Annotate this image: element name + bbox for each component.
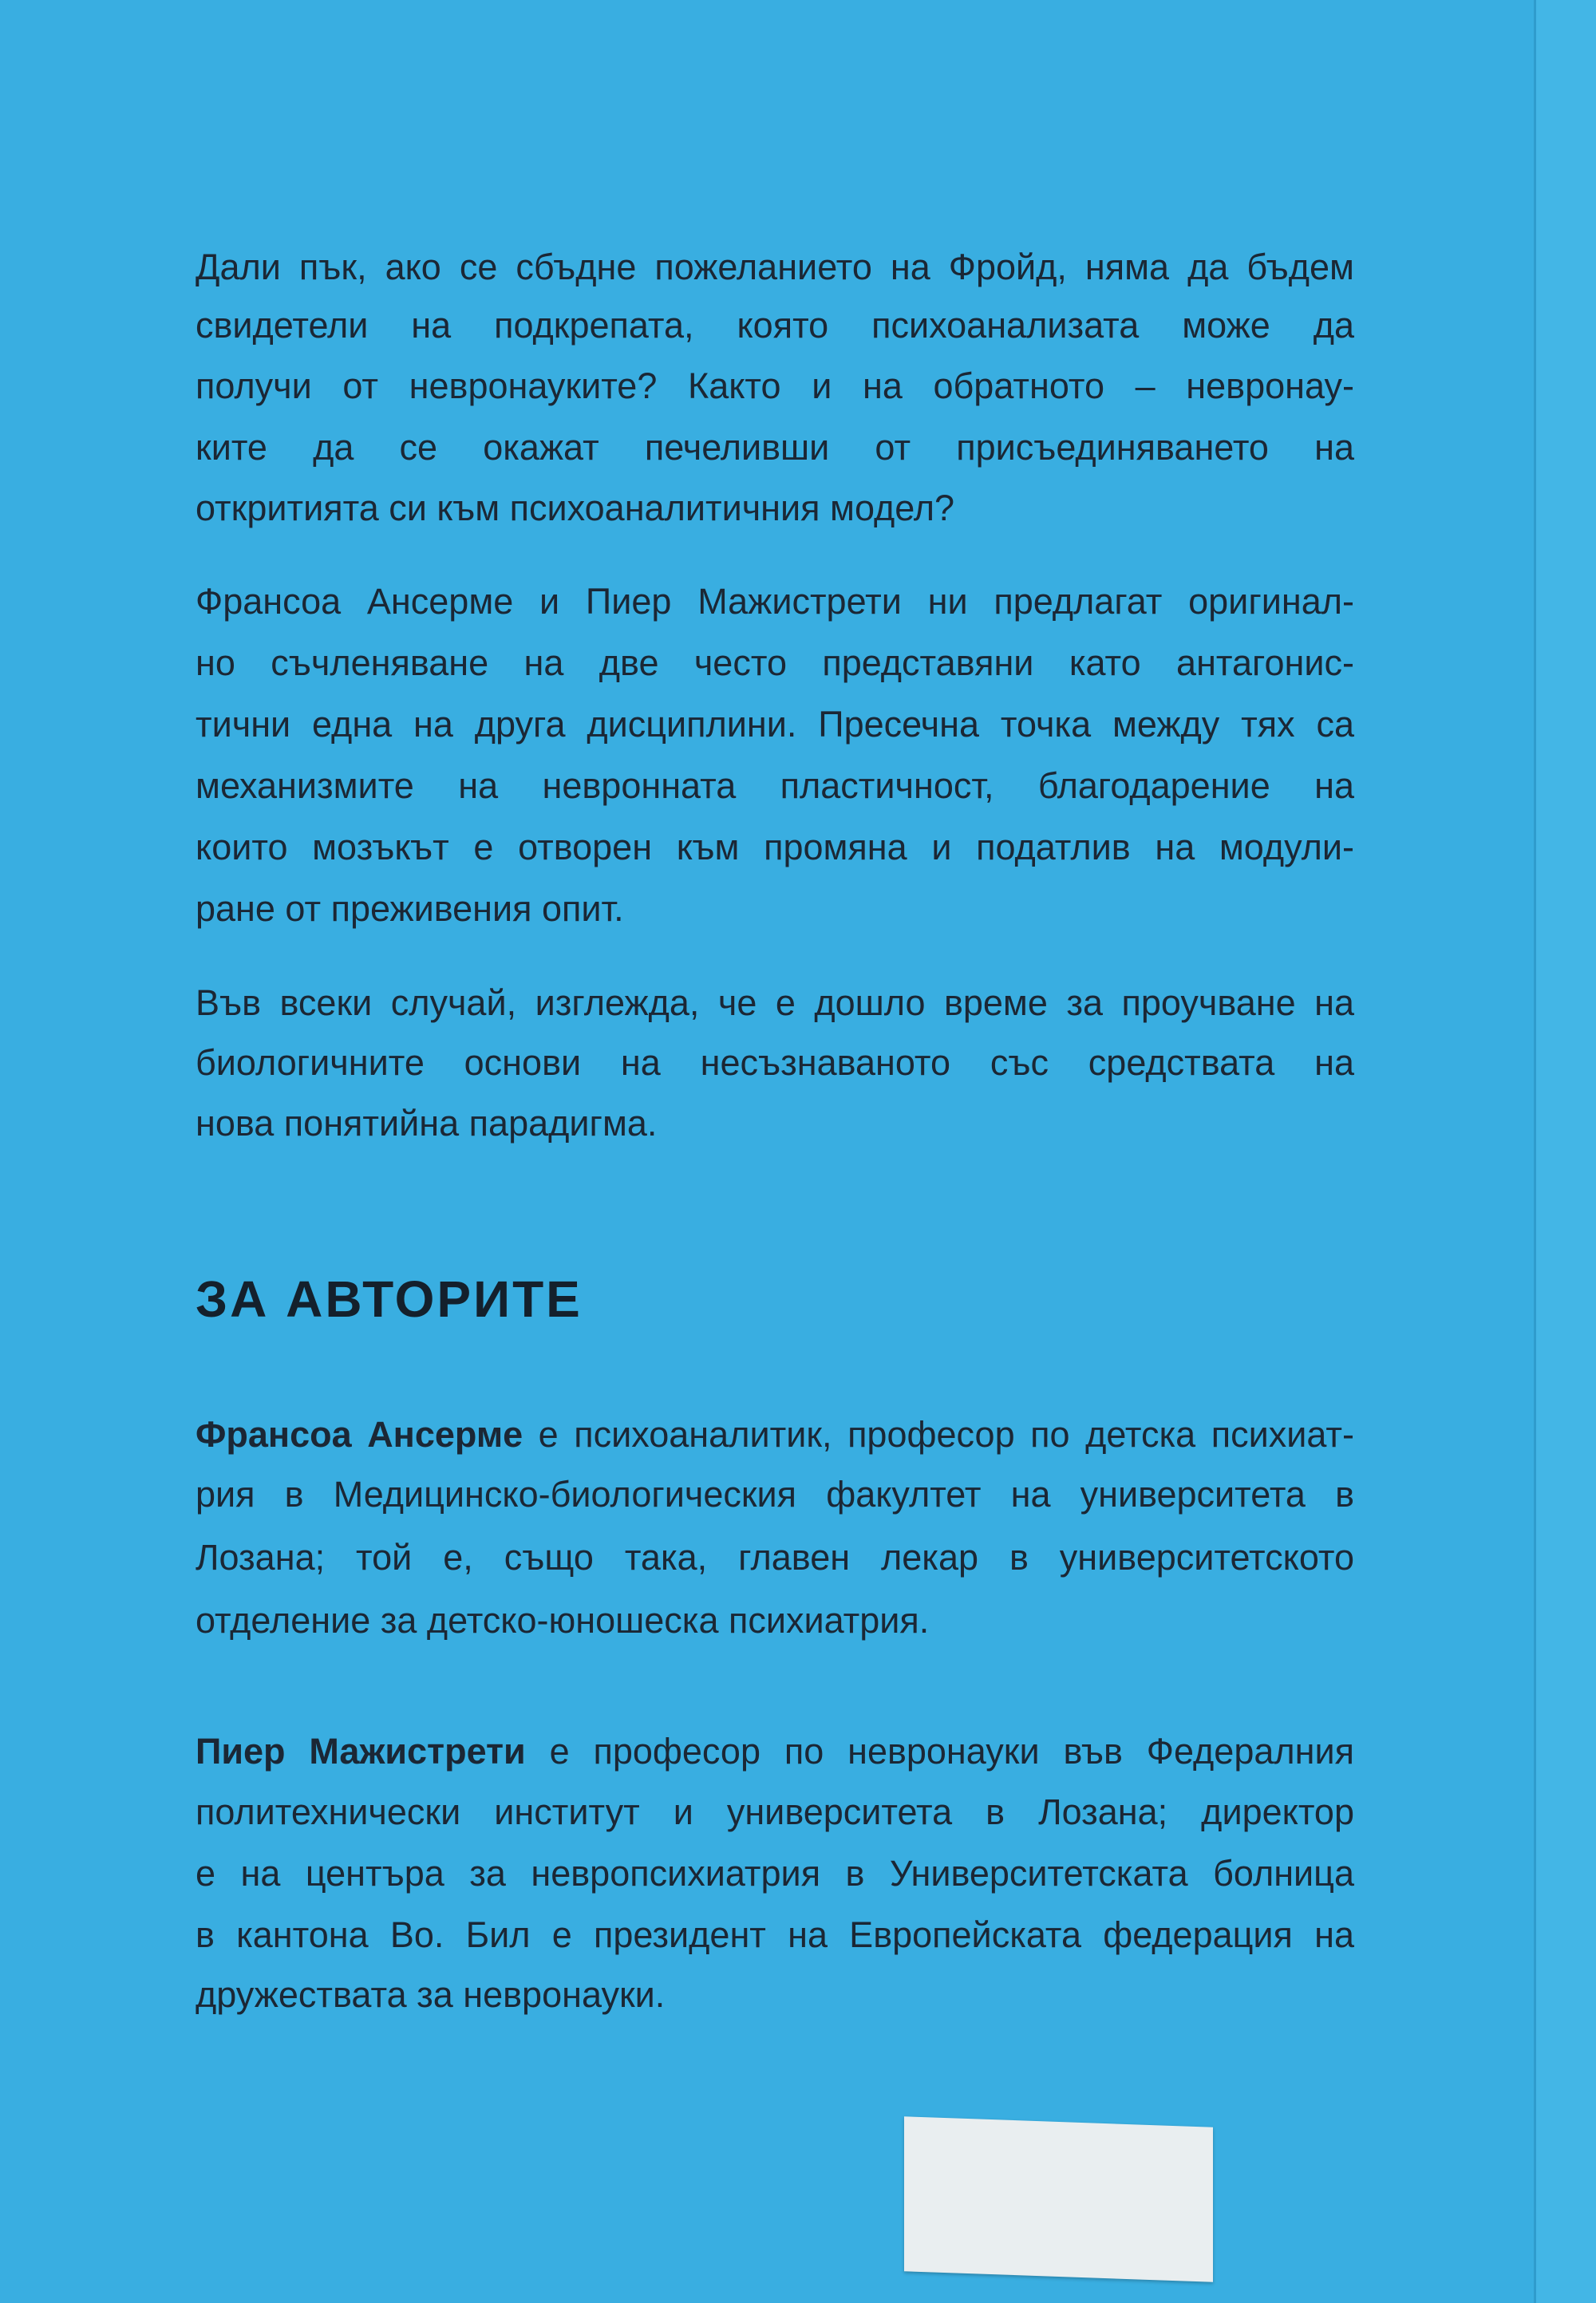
text-line: получи от невронауките? Както и на обратното – невронау- (196, 365, 1354, 406)
text-line (196, 1404, 1354, 1465)
text-line: рия в Медицинско-биологическия факултет на университета в (196, 1474, 1354, 1515)
text-line: ране от преживения опит. (196, 888, 624, 929)
author-name: Франсоа Ансерме (196, 1414, 523, 1455)
text-line: Във всеки случай, изглежда, че е дошло време за проучване на (196, 982, 1354, 1023)
text-line: Дали пък, ако се сбъдне пожеланието на Фройд, няма да бъдем (196, 247, 1354, 287)
text-line: политехнически институт и университета в Лозана; директор (196, 1791, 1354, 1832)
white-sticker (904, 2116, 1213, 2282)
text-line: механизмите на невронната пластичност, благодарение на (196, 765, 1354, 806)
bio-text: е психоаналитик, професор по детска психиат- (523, 1414, 1354, 1455)
text-line: откритията си към психоаналитичния модел? (196, 488, 955, 528)
text-line: е на центъра за невропсихиатрия в Университетската болница (196, 1853, 1354, 1894)
text-line: които мозъкът е отворен към промяна и податлив на модули- (196, 827, 1354, 867)
text-line: биологичните основи на несъзнаваното със средствата на (196, 1042, 1354, 1083)
text-line: но съчленяване на две често представяни като антагонис- (196, 642, 1354, 683)
text-line: Лозана; той е, също така, главен лекар в университетското (196, 1537, 1354, 1578)
text-line: в кантона Во. Бил е президент на Европейската федерация на (196, 1914, 1354, 1955)
bio-text: е професор по невронауки във Федералния (525, 1731, 1354, 1772)
text-line (196, 1721, 1354, 1782)
authors-heading: ЗА АВТОРИТЕ (196, 1270, 583, 1328)
text-line: нова понятийна парадигма. (196, 1103, 658, 1144)
text-line: ките да се окажат печеливши от присъединяването на (196, 427, 1354, 468)
book-spine-edge (1534, 0, 1596, 2303)
text-line: Франсоа Ансерме и Пиер Мажистрети ни предлагат оригинал- (196, 581, 1354, 622)
text-line: свидетели на подкрепата, която психоанализата може да (196, 305, 1354, 346)
text-line: дружествата за невронауки. (196, 1974, 666, 2015)
text-line: тични една на друга дисциплини. Пресечна точка между тях са (196, 704, 1354, 745)
text-line: отделение за детско-юношеска психиатрия. (196, 1600, 930, 1641)
author-name: Пиер Мажистрети (196, 1731, 526, 1772)
